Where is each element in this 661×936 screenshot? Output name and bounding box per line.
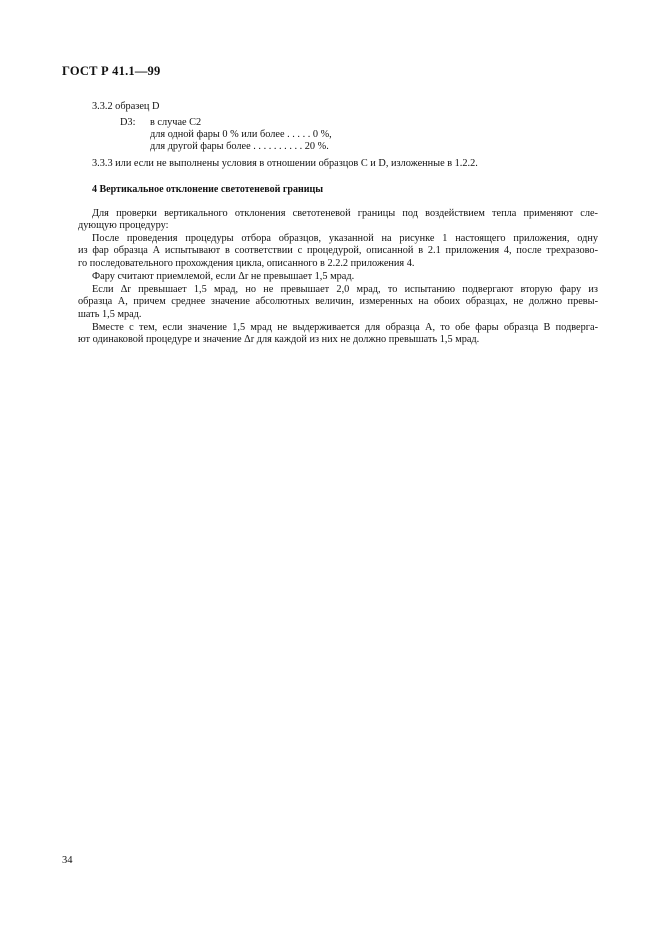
page-number: 34 — [62, 855, 73, 866]
d3-row-one-lamp: для одной фары 0 % или более . . . . . 0 %, — [150, 129, 332, 140]
paragraph-line: го последовательного прохождения цикла, описанного в 2.2.2 приложения 4. — [78, 257, 415, 269]
paragraph-line: После проведения процедуры отбора образцов, указанной на рисунке 1 настоящего приложения, одну — [92, 233, 598, 244]
section-3-3-3-text: 3.3.3 или если не выполнены условия в отношении образцов С и D, изложенные в 1.2.2. — [92, 158, 478, 169]
d3-row-other-lamp: для другой фары более . . . . . . . . . . 20 %. — [150, 141, 329, 152]
d3-key: D3: — [120, 117, 136, 128]
paragraph-sampling — [78, 233, 598, 270]
paragraph-sample-b — [78, 322, 598, 347]
paragraph-procedure-intro — [78, 208, 598, 233]
paragraph-acceptance — [78, 271, 598, 283]
document-header: ГОСТ Р 41.1—99 — [62, 64, 161, 78]
paragraph-line: дующую процедуру: — [78, 220, 169, 232]
paragraph-line: шать 1,5 мрад. — [78, 308, 142, 320]
section-4-heading: 4 Вертикальное отклонение светотеневой границы — [92, 184, 324, 195]
paragraph-line: ют одинаковой процедуре и значение Δr для каждой из них не должно превышать 1,5 мрад. — [78, 334, 480, 346]
section-3-3-2-label: 3.3.2 образец D — [92, 101, 160, 112]
paragraph-line: из фар образца А испытывают в соответствии с процедурой, описанной в 2.1 приложения 4, после трехразово- — [78, 245, 598, 257]
paragraph-line: Вместе с тем, если значение 1,5 мрад не выдерживается для образца А, то обе фары образца В подверга- — [92, 322, 598, 333]
d3-case: в случае С2 — [150, 117, 202, 128]
paragraph-line: образца А, причем среднее значение абсолютных величин, измеренных на обоих образцах, не должно превы- — [78, 296, 598, 308]
paragraph-line: Фару считают приемлемой, если Δr не превышает 1,5 мрад. — [92, 271, 355, 282]
paragraph-line: Для проверки вертикального отклонения светотеневой границы под воздействием тепла применяют сле- — [92, 208, 598, 219]
paragraph-line: Если Δr превышает 1,5 мрад, но не превышает 2,0 мрад, то испытанию подвергают вторую фару из — [92, 284, 598, 295]
paragraph-second-lamp — [78, 284, 598, 321]
